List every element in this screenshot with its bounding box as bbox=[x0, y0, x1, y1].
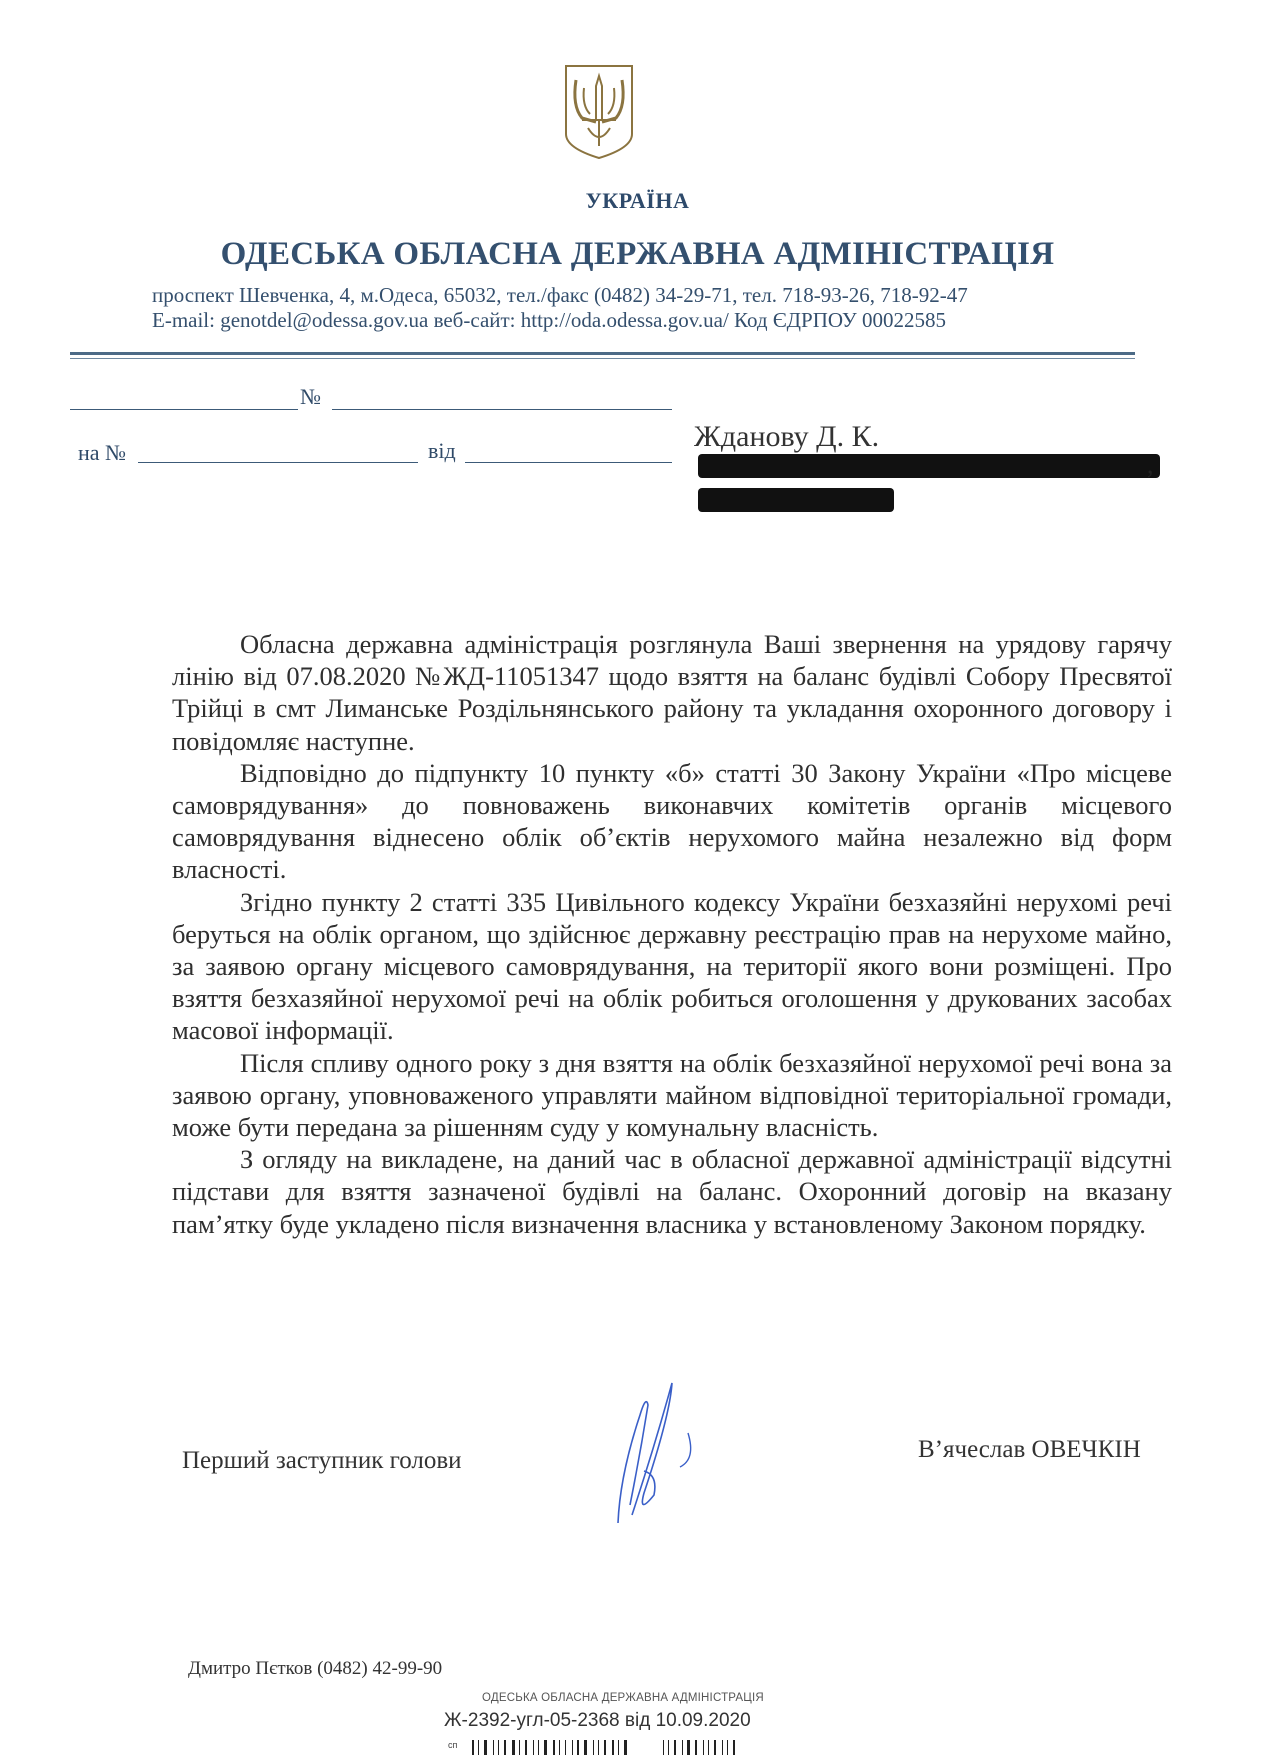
barcode-bar bbox=[708, 1740, 709, 1755]
barcode-bar bbox=[538, 1740, 539, 1755]
signatory-name: В’ячеслав ОВЕЧКІН bbox=[918, 1436, 1141, 1463]
barcode-bar bbox=[553, 1740, 555, 1755]
barcode-bar bbox=[612, 1740, 614, 1755]
body-paragraph: Згідно пункту 2 статті 335 Цивільного кодексу України безхазяйні нерухомі речі беруться на облік органом, що здійснює державну реєстрацію прав на нерухоме майно, за заявою органу місцевого самоврядування, на території якого вони розміщені. Про взяття безхазяйної нерухомої речі на облік робиться оголошення у друкованих засобах масової інформації. bbox=[172, 886, 1172, 1046]
barcode-bar bbox=[687, 1740, 690, 1755]
barcode-bar bbox=[618, 1740, 619, 1755]
barcode-bar bbox=[478, 1740, 479, 1755]
barcode-bar bbox=[472, 1740, 474, 1755]
barcode-bar bbox=[593, 1740, 594, 1755]
barcode-bar bbox=[572, 1740, 573, 1755]
barcode-bar bbox=[714, 1740, 716, 1755]
letter-body bbox=[172, 628, 1172, 1240]
body-paragraph: Відповідно до підпункту 10 пункту «б» статті 30 Закону України «Про місцеве самоврядування» до повноважень виконавчих комітетів органів місцевого самоврядування віднесено облік об’єктів нерухомого майна незалежно від форм власності. bbox=[172, 757, 1172, 885]
country-heading: УКРАЇНА bbox=[585, 188, 690, 213]
registration-stamp-organization: ОДЕСЬКА ОБЛАСНА ДЕРЖАВНА АДМІНІСТРАЦІЯ bbox=[482, 1692, 764, 1704]
barcode-svg bbox=[468, 1740, 788, 1755]
handwritten-signature bbox=[600, 1375, 730, 1525]
barcode-bar bbox=[565, 1740, 566, 1755]
barcode-bar bbox=[722, 1740, 723, 1755]
recipient-name: Жданову Д. К. bbox=[694, 420, 880, 453]
barcode-bar bbox=[504, 1740, 506, 1755]
body-paragraph: Після спливу одного року з дня взяття на облік безхазяйної нерухомої речі вона за заявою органу, уповноваженого управляти майном відповідної територіальної громади, може бути передана за рішенням суду у комунальну власність. bbox=[172, 1047, 1172, 1143]
barcode-bar bbox=[733, 1740, 735, 1755]
letterhead-rule-thick bbox=[70, 352, 1135, 355]
reply-number-blank-line bbox=[138, 462, 418, 463]
barcode-bar bbox=[498, 1740, 499, 1755]
barcode-bar bbox=[484, 1740, 487, 1755]
contact-line: E-mail: genotdel@odessa.gov.ua веб-сайт: http://oda.odessa.gov.ua/ Код ЄДРПОУ 00022585 bbox=[152, 308, 946, 332]
barcode-bar bbox=[577, 1740, 579, 1755]
barcode bbox=[468, 1740, 788, 1755]
barcode-bar bbox=[519, 1740, 520, 1755]
body-paragraph: Обласна державна адміністрація розглянула Ваші звернення на урядову гарячу лінію від 07.08.2020 №ЖД-11051347 щодо взяття на баланс будівлі Собору Пресвятої Трійці в смт Лиманське Роздільнянського району та укладання охоронного договору і повідомляє наступне. bbox=[172, 629, 1172, 756]
barcode-bar bbox=[668, 1740, 669, 1755]
organization-heading: ОДЕСЬКА ОБЛАСНА ДЕРЖАВНА АДМІНІСТРАЦІЯ bbox=[220, 236, 1055, 272]
barcode-bar bbox=[682, 1740, 683, 1755]
reply-date-blank-line bbox=[465, 462, 672, 463]
barcode-bar bbox=[695, 1740, 697, 1755]
coat-of-arms-icon bbox=[562, 62, 636, 162]
recipient-comma: , bbox=[1147, 450, 1154, 479]
redacted-address-line-2 bbox=[698, 488, 894, 512]
barcode-bar bbox=[512, 1740, 515, 1755]
number-blank-line bbox=[332, 409, 672, 410]
barcode-bar bbox=[703, 1740, 704, 1755]
barcode-bar bbox=[727, 1740, 728, 1755]
barcode-bar bbox=[533, 1740, 534, 1755]
signature-stroke-svg bbox=[600, 1375, 730, 1525]
letterhead-rule-thin bbox=[70, 358, 1135, 359]
barcode-bar bbox=[584, 1740, 587, 1755]
address-line: проспект Шевченка, 4, м.Одеса, 65032, тел./факс (0482) 34-29-71, тел. 718-93-26, 718-92-47 bbox=[152, 283, 968, 307]
barcode-bar bbox=[544, 1740, 547, 1755]
letterhead-contacts bbox=[152, 283, 968, 333]
registration-stamp-number: Ж-2392-угл-05-2368 від 10.09.2020 bbox=[444, 1710, 751, 1731]
in-reply-to-label: на № bbox=[78, 440, 127, 465]
barcode-bar bbox=[598, 1740, 599, 1755]
number-sign-label: № bbox=[300, 384, 321, 409]
barcode-bar bbox=[525, 1740, 527, 1755]
signatory-position: Перший заступник голови bbox=[182, 1447, 462, 1474]
barcode-bar bbox=[674, 1740, 676, 1755]
barcode-bar bbox=[624, 1740, 627, 1755]
body-paragraph: З огляду на викладене, на даний час в обласної державної адміністрації відсутні підстави для взяття зазначеної будівлі на баланс. Охоронний договір на вказану пам’ятку буде укладено після визначення власника у встановленому Законом порядку. bbox=[172, 1144, 1172, 1239]
date-blank-line bbox=[70, 409, 298, 410]
barcode-bar bbox=[663, 1740, 664, 1755]
barcode-bar bbox=[493, 1740, 494, 1755]
barcode-bar bbox=[559, 1740, 560, 1755]
barcode-bar bbox=[604, 1740, 606, 1755]
executor-contact: Дмитро Пєтков (0482) 42-99-90 bbox=[188, 1658, 443, 1679]
registration-stamp-prefix: сп bbox=[448, 1740, 458, 1750]
from-label: від bbox=[428, 438, 456, 463]
redacted-address-line-1 bbox=[698, 454, 1160, 478]
trident-emblem-svg bbox=[562, 62, 636, 162]
